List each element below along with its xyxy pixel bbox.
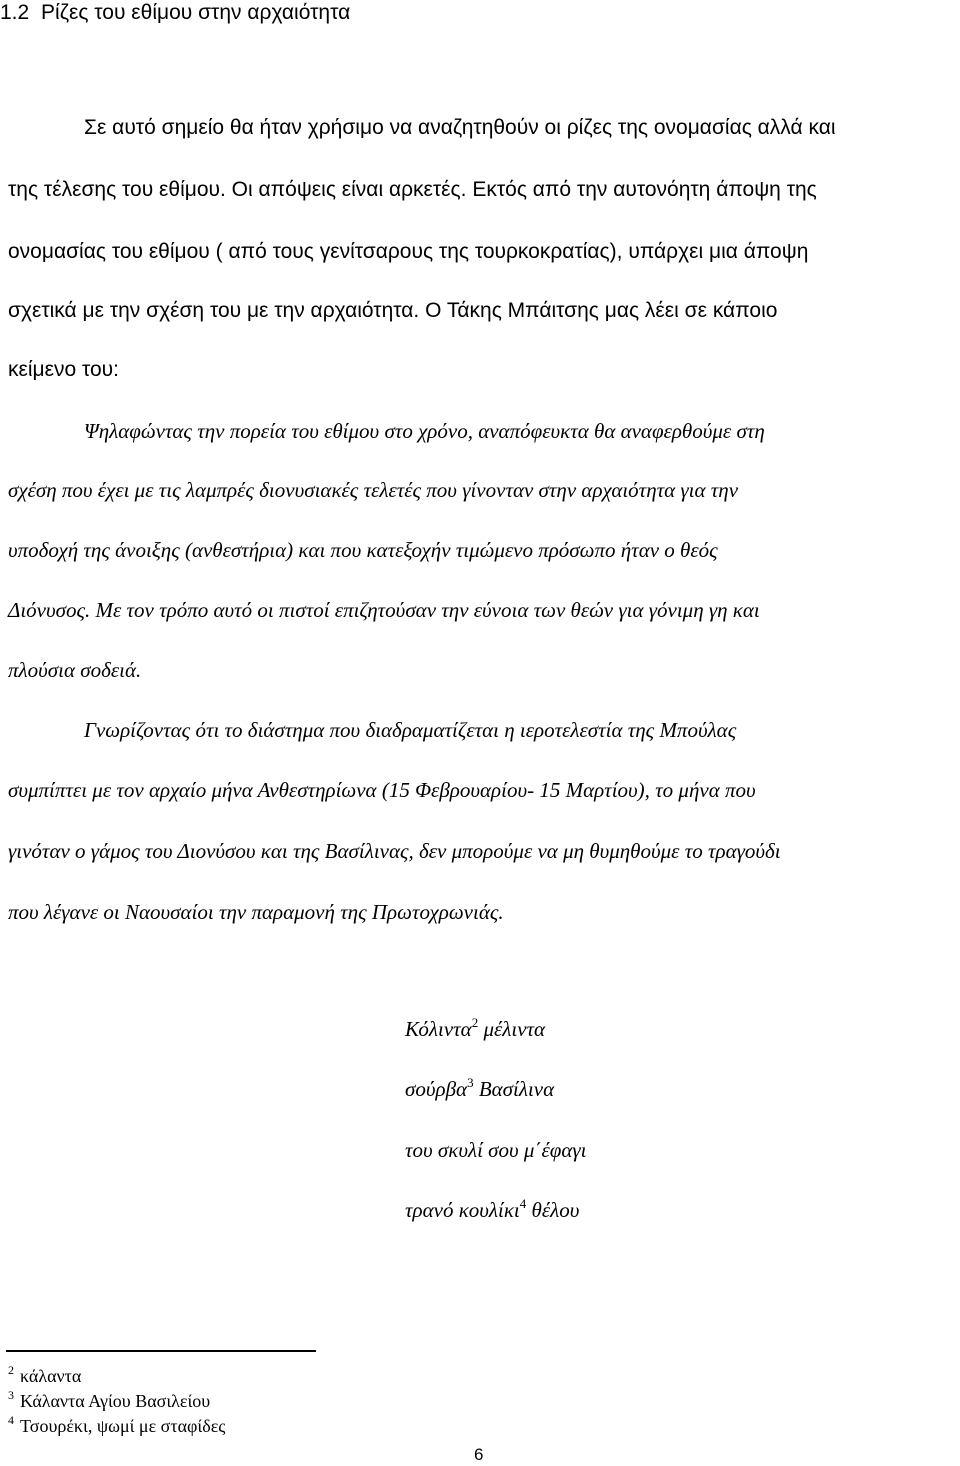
- quote-line: υποδοχή της άνοιξης (ανθεστήρια) και που κατεξοχήν τιμώμενο πρόσωπο ήταν ο θεός: [8, 538, 718, 562]
- quote-line: πλούσια σοδειά.: [8, 658, 142, 682]
- poem-line: τρανό κουλίκι$^4$ θέλου: [405, 1196, 580, 1222]
- footnote-number: 3: [8, 1388, 14, 1402]
- body-line: Σε αυτό σημείο θα ήταν χρήσιμο να αναζητηθούν οι ρίζες της ονομασίας αλλά και: [84, 116, 836, 139]
- footnote-separator: [6, 1350, 316, 1352]
- footnote-text: Κάλαντα Αγίου Βασιλείου: [20, 1391, 211, 1411]
- footnote-ref: 2: [471, 1015, 479, 1030]
- quote-line: Ψηλαφώντας την πορεία του εθίμου στο χρόνο, αναπόφευκτα θα αναφερθούμε στη: [84, 419, 765, 443]
- section-number: 1.2: [0, 1, 30, 24]
- body-line: σχετικά με την σχέση του με την αρχαιότητα. Ο Τάκης Μπάιτσης μας λέει σε κάποιο: [8, 299, 778, 322]
- body-line: της τέλεσης του εθίμου. Οι απόψεις είναι αρκετές. Εκτός από την αυτονόητη άποψη της: [8, 178, 817, 201]
- footnote-ref: 4: [519, 1196, 527, 1211]
- section-heading: [0, 0, 350, 26]
- body-line: κείμενο του:: [8, 358, 119, 381]
- poem-line: Κόλιντα$^2$ μέλιντα: [405, 1015, 546, 1041]
- poem-line: σούρβα$^3$ Βασίλινα: [405, 1075, 555, 1101]
- footnote: [8, 1415, 225, 1439]
- section-title: Ρίζες του εθίμου στην αρχαιότητα: [41, 1, 351, 24]
- poem-line: του σκυλί σου μ΄έφαγι: [405, 1138, 587, 1162]
- quote-line: σχέση που έχει με τις λαμπρές διονυσιακές τελετές που γίνονταν στην αρχαιότητα για την: [8, 478, 739, 502]
- footnote-number: 2: [8, 1363, 14, 1377]
- quote-line: γινόταν ο γάμος του Διονύσου και της Βασίλινας, δεν μπορούμε να μη θυμηθούμε το τραγούδι: [8, 839, 781, 863]
- footnote-text: κάλαντα: [20, 1366, 82, 1386]
- footnote: [8, 1390, 210, 1414]
- quote-line: που λέγανε οι Ναουσαίοι την παραμονή της Πρωτοχρωνιάς.: [8, 900, 504, 924]
- quote-line: συμπίπτει με τον αρχαίο μήνα Ανθεστηρίωνα (15 Φεβρουαρίου- 15 Μαρτίου), το μήνα που: [8, 778, 756, 802]
- footnote: [8, 1365, 81, 1389]
- footnote-number: 4: [8, 1413, 14, 1427]
- page-number: 6: [474, 1445, 484, 1464]
- footnote-ref: 3: [467, 1075, 474, 1090]
- footnote-text: Τσουρέκι, ψωμί με σταφίδες: [20, 1416, 226, 1436]
- quote-line: Διόνυσος. Με τον τρόπο αυτό οι πιστοί επιζητούσαν την εύνοια των θεών για γόνιμη γη και: [8, 598, 760, 622]
- quote-line: Γνωρίζοντας ότι το διάστημα που διαδραματίζεται η ιεροτελεστία της Μπούλας: [84, 718, 737, 742]
- body-line: ονομασίας του εθίμου ( από τους γενίτσαρους της τουρκοκρατίας), υπάρχει μια άποψη: [8, 240, 809, 263]
